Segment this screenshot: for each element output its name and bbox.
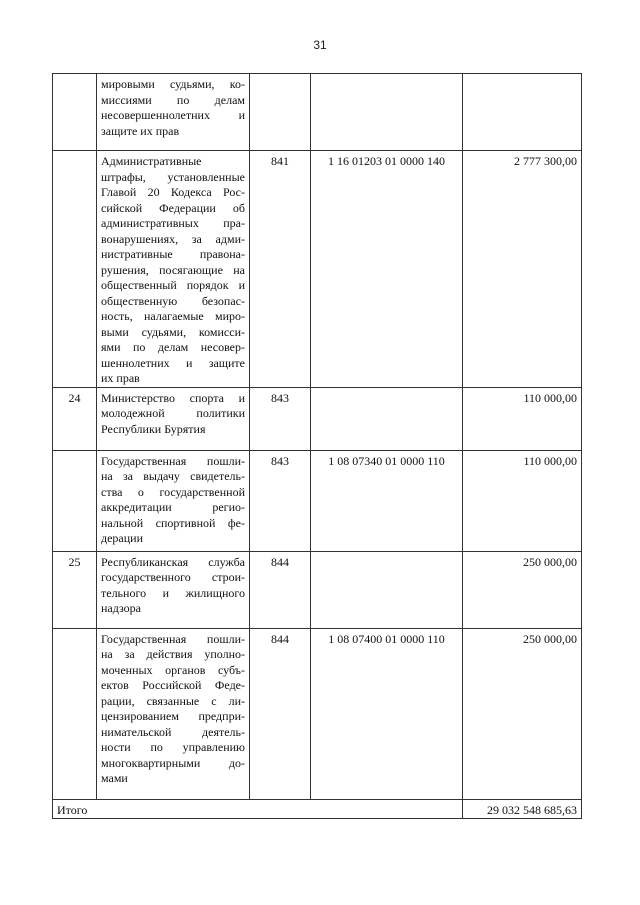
classification-code-cell: 1 16 01203 01 0000 140 <box>311 151 463 388</box>
name-line: нимательской деятель- <box>101 724 245 739</box>
name-line: Государственная пошли- <box>101 453 245 468</box>
name-line: выми судьями, комисси- <box>101 324 245 339</box>
name-line: Государственная пошли- <box>101 631 245 646</box>
classification-code-cell: 1 08 07400 01 0000 110 <box>311 628 463 799</box>
name-line: рации, связанные с ли- <box>101 693 245 708</box>
name-line: надзора <box>101 601 141 615</box>
table-body <box>53 74 582 800</box>
admin-code-cell: 841 <box>250 151 311 388</box>
row-number-cell <box>53 628 97 799</box>
name-line: общественный порядок и <box>101 278 245 292</box>
name-line: ектов Российской Феде- <box>101 678 245 692</box>
table-row <box>53 628 582 799</box>
row-number-cell: 24 <box>53 387 97 450</box>
name-line: Административные <box>101 154 202 168</box>
name-line: на за действия уполно- <box>101 647 245 661</box>
admin-code-cell: 844 <box>250 628 311 799</box>
name-line: Министерство спорта и <box>101 390 245 405</box>
name-line: ями по делам несовер- <box>101 340 245 354</box>
name-line: мировыми судьями, ко- <box>101 77 245 91</box>
name-line: молодежной политики <box>101 406 245 420</box>
name-cell <box>97 151 250 388</box>
total-label: Итого <box>53 799 463 819</box>
table-row <box>53 151 582 388</box>
name-line: общественную безопас- <box>101 293 245 308</box>
name-line: дерации <box>101 531 144 545</box>
name-line: сийской Федерации об <box>101 200 245 215</box>
row-number-cell <box>53 450 97 551</box>
row-number-cell: 25 <box>53 551 97 628</box>
total-row <box>53 799 582 819</box>
name-line: миссиями по делам <box>101 92 245 107</box>
name-cell <box>97 450 250 551</box>
name-cell <box>97 74 250 151</box>
table-row <box>53 551 582 628</box>
name-line: аккредитации регио- <box>101 500 245 514</box>
name-cell <box>97 628 250 799</box>
table-row <box>53 74 582 151</box>
classification-code-cell <box>311 74 463 151</box>
name-line: цензированием предпри- <box>101 709 245 723</box>
name-line: административных пра- <box>101 216 245 230</box>
name-line: нистративные правона- <box>101 247 245 261</box>
name-cell <box>97 551 250 628</box>
name-line: многоквартирными до- <box>101 755 245 770</box>
amount-cell: 250 000,00 <box>463 551 582 628</box>
name-line: шеннолетних и защите <box>101 355 245 370</box>
amount-cell <box>463 74 582 151</box>
table-row <box>53 387 582 450</box>
amount-cell: 110 000,00 <box>463 387 582 450</box>
amount-cell: 250 000,00 <box>463 628 582 799</box>
name-line: на за выдачу свидетель- <box>101 469 245 483</box>
admin-code-cell <box>250 74 311 151</box>
row-number-cell <box>53 74 97 151</box>
name-line: рушения, посягающие на <box>101 262 245 277</box>
name-line: моченных органов субъ- <box>101 662 245 677</box>
name-line: ства о государственной <box>101 484 245 499</box>
total-amount: 29 032 548 685,63 <box>463 799 582 819</box>
row-number-cell <box>53 151 97 388</box>
name-line: нальной спортивной фе- <box>101 515 245 530</box>
table-row <box>53 450 582 551</box>
amount-cell: 2 777 300,00 <box>463 151 582 388</box>
classification-code-cell <box>311 387 463 450</box>
amount-cell: 110 000,00 <box>463 450 582 551</box>
name-line: мами <box>101 771 128 785</box>
page-number: 31 <box>313 38 327 52</box>
name-line: вонарушениях, за адми- <box>101 231 245 246</box>
name-line: ность, налагаемые миро- <box>101 309 245 323</box>
admin-code-cell: 843 <box>250 387 311 450</box>
name-line: Республиканская служба <box>101 554 245 569</box>
name-cell <box>97 387 250 450</box>
name-line: ности по управлению <box>101 740 245 754</box>
name-line: штрафы, установленные <box>101 169 245 184</box>
admin-code-cell: 843 <box>250 450 311 551</box>
name-line: государственного строи- <box>101 570 245 584</box>
admin-code-cell: 844 <box>250 551 311 628</box>
name-line: Республики Бурятия <box>101 421 206 436</box>
name-line: Главой 20 Кодекса Рос- <box>101 185 245 199</box>
name-line: тельного и жилищного <box>101 585 245 600</box>
name-line: защите их прав <box>101 123 180 138</box>
classification-code-cell: 1 08 07340 01 0000 110 <box>311 450 463 551</box>
classification-code-cell <box>311 551 463 628</box>
name-line: несовершеннолетних и <box>101 108 245 122</box>
budget-table <box>52 73 582 819</box>
name-line: их прав <box>101 371 140 385</box>
